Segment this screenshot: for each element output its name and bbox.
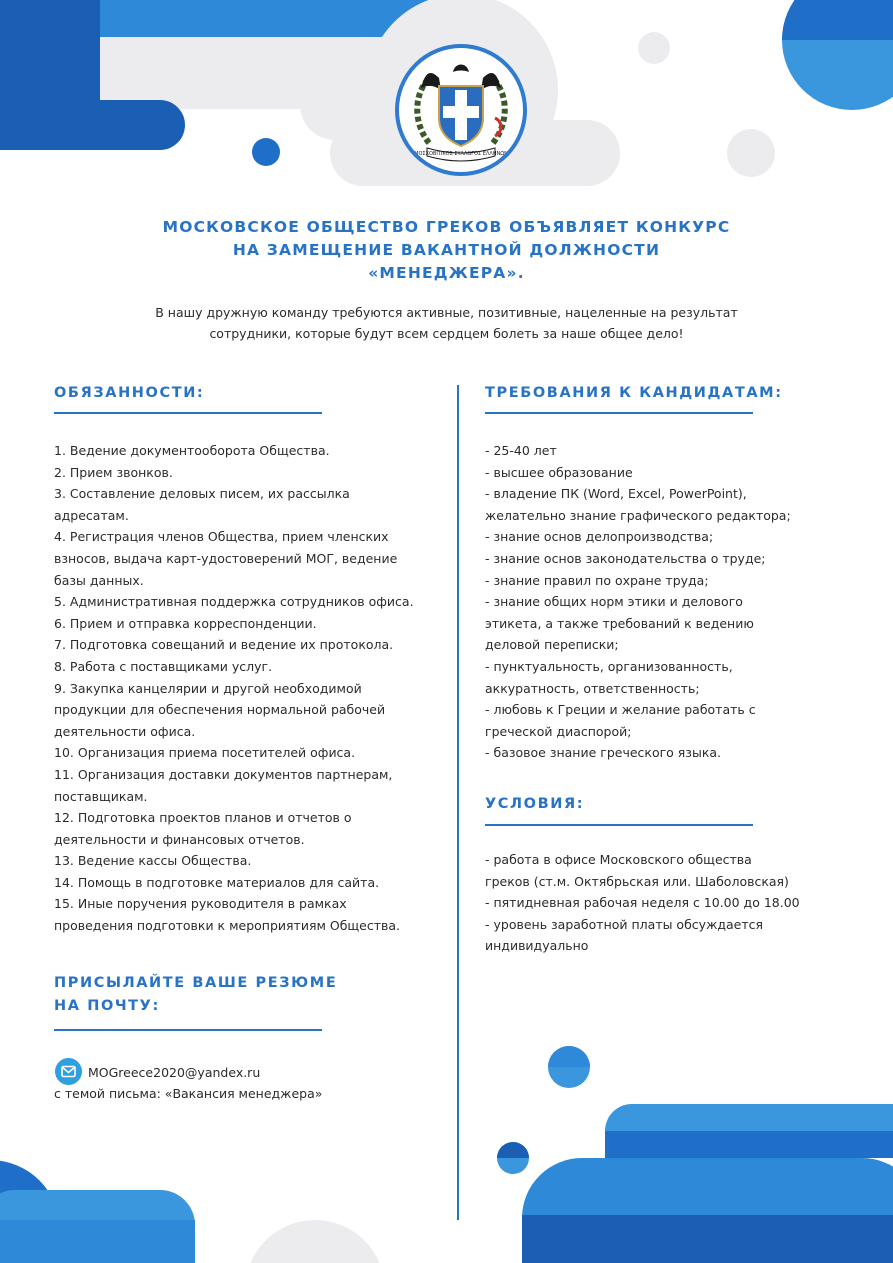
dot-split-1 [548,1046,590,1088]
title-line: НА ЗАМЕЩЕНИЕ ВАКАНТНОЙ ДОЛЖНОСТИ [232,241,661,259]
column-divider [457,385,459,1220]
list-item: греческой диаспорой; [485,723,632,739]
conditions-list [485,849,800,957]
list-item: - пунктуальность, организованность, [485,658,733,674]
list-item: - уровень заработной платы обсуждается [485,916,763,932]
intro-text [0,302,893,344]
title-line: «МЕНЕДЖЕРА». [368,264,525,282]
list-item: - знание общих норм этики и делового [485,594,743,610]
list-item: - базовое знание греческого языка. [485,745,722,761]
list-item: 9. Закупка канцелярии и другой необходимой [54,680,362,696]
list-item: - высшее образование [485,464,633,480]
list-item: деятельности офиса. [54,723,196,739]
list-item: 6. Прием и отправка корреспонденции. [54,615,317,631]
bottom-right-blob [522,1104,893,1263]
list-item: 3. Составление деловых писем, их рассылка [54,486,350,502]
contact-heading [54,972,337,1018]
list-item: 11. Организация доставки документов партнерам, [54,766,393,782]
duties-heading: ОБЯЗАННОСТИ: [54,385,205,401]
list-item: 1. Ведение документооборота Общества. [54,443,330,458]
page-title [0,216,893,285]
svg-text:ΜΟΣΧΟΒΙΤΙΚΟΣ ΣΥΛΛΟΓΟΣ ΕΛΛΗΝΩΝ: ΜΟΣΧΟΒΙΤΙΚΟΣ ΣΥΛΛΟΓΟΣ ΕΛΛΗΝΩΝ [414,151,508,157]
list-item: - знание основ делопроизводства; [485,529,714,545]
requirements-underline [485,412,753,414]
list-item: желательно знание графического редактора; [485,507,791,523]
mail-icon [55,1058,82,1085]
contact-heading-line: ПРИСЫЛАЙТЕ ВАШЕ РЕЗЮМЕ [54,975,338,991]
title-line: МОСКОВСКОЕ ОБЩЕСТВО ГРЕКОВ ОБЪЯВЛЯЕТ КОНКУРС [162,218,731,236]
list-item: адресатам. [54,507,129,523]
list-item: 14. Помощь в подготовке материалов для сайта. [54,874,380,890]
list-item: 13. Ведение кассы Общества. [54,853,252,869]
list-item: деловой переписки; [485,637,619,653]
list-item: 8. Работа с поставщиками услуг. [54,658,273,674]
conditions-underline [485,824,753,826]
duties-underline [54,412,322,414]
email-subject: с темой письма: «Вакансия менеджера» [54,1086,323,1101]
contact-underline [54,1029,322,1031]
dot-gray-top [638,32,670,64]
list-item: - знание основ законодательства о труде; [485,550,766,566]
list-item: поставщикам. [54,788,148,804]
list-item: 10. Организация приема посетителей офиса. [54,745,356,761]
list-item: греков (ст.м. Октябрьская или. Шаболовская) [485,873,789,889]
duties-list [54,440,414,937]
society-logo [395,44,527,176]
list-item: - пятидневная рабочая неделя с 10.00 до 18.00 [485,895,800,911]
list-item: 7. Подготовка совещаний и ведение их протокола. [54,637,394,653]
list-item: этикета, а также требований к ведению [485,615,754,631]
list-item: деятельности и финансовых отчетов. [54,831,305,847]
top-right-circle [782,0,893,110]
bottom-left-blob [0,1160,385,1263]
list-item: - знание правил по охране труда; [485,572,709,588]
list-item: - владение ПК (Word, Excel, PowerPoint), [485,486,747,502]
intro-line: В нашу дружную команду требуются активные, позитивные, нацеленные на результат [155,305,738,320]
list-item: базы данных. [54,572,144,588]
dot-gray-right [727,129,775,177]
dot-split-2 [497,1142,529,1174]
list-item: - работа в офисе Московского общества [485,852,752,867]
contact-heading-line: НА ПОЧТУ: [54,998,160,1014]
list-item: 4. Регистрация членов Общества, прием членских [54,529,389,545]
list-item: взносов, выдача карт-удостоверений МОГ, ведение [54,550,398,566]
dot-blue-left [252,138,280,166]
list-item: - 25-40 лет [485,443,557,458]
list-item: 5. Административная поддержка сотрудников офиса. [54,594,414,610]
list-item: - любовь к Греции и желание работать с [485,702,756,718]
list-item: 15. Иные поручения руководителя в рамках [54,896,347,912]
email-link[interactable]: MOGreece2020@yandex.ru [88,1065,261,1080]
requirements-heading: ТРЕБОВАНИЯ К КАНДИДАТАМ: [485,385,783,401]
conditions-heading: УСЛОВИЯ: [485,796,585,812]
requirements-list [485,440,791,764]
list-item: проведения подготовки к мероприятиям Общества. [54,918,401,934]
list-item: индивидуально [485,938,589,954]
list-item: аккуратность, ответственность; [485,680,700,696]
list-item: 12. Подготовка проектов планов и отчетов о [54,810,352,826]
coat-of-arms-logo [399,48,523,172]
intro-line: сотрудники, которые будут всем сердцем болеть за наше общее дело! [209,326,684,341]
list-item: 2. Прием звонков. [54,464,173,480]
list-item: продукции для обеспечения нормальной рабочей [54,702,386,718]
